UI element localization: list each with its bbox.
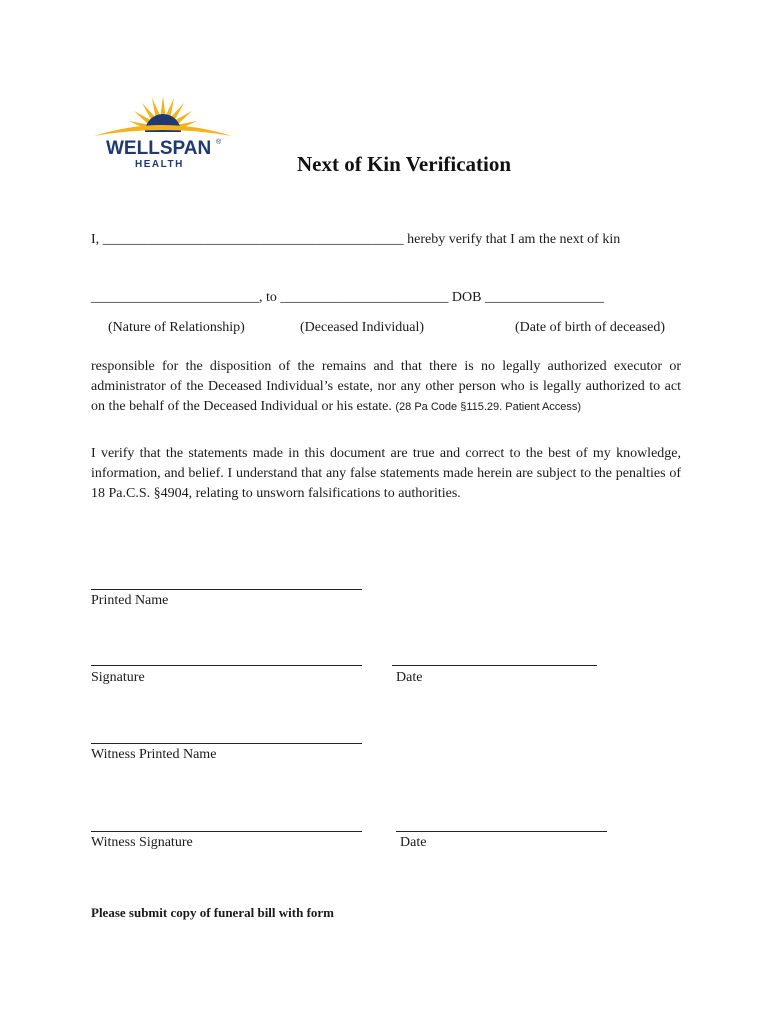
witness-date-line[interactable] xyxy=(396,831,607,832)
disposition-text: responsible for the disposition of the remains and that there is no legally authorized executor or administrator of the Deceased Individual’s estate, nor any other person who is legally authorized to act on the behalf of the Deceased Individual or his estate. xyxy=(91,359,681,414)
dob-caption: (Date of birth of deceased) xyxy=(515,320,666,335)
date-label: Date xyxy=(396,670,423,685)
witness-date-label: Date xyxy=(400,835,427,850)
attestation-paragraph: I verify that the statements made in this document are true and correct to the best of my knowledge, information, and belief. I understand that any false statements made herein are subject to the penalties of 18 Pa.C.S. §4904, relating to unsworn falsifications to authorities. xyxy=(91,446,681,501)
signature-label: Signature xyxy=(91,670,145,685)
footer-instruction: Please submit copy of funeral bill with form xyxy=(91,905,335,920)
relationship-blank[interactable]: ________________________ xyxy=(91,290,259,305)
logo-registered-mark: ® xyxy=(216,139,222,146)
disposition-paragraph xyxy=(91,357,681,417)
verification-line-2 xyxy=(91,290,604,306)
dob-label: DOB xyxy=(451,290,482,305)
wellspan-health-logo xyxy=(88,92,238,172)
dob-blank[interactable]: _________________ xyxy=(484,290,604,305)
prefix-text: I, xyxy=(91,232,100,247)
witness-printed-name-line[interactable] xyxy=(91,743,362,744)
logo-sub-text: HEALTH xyxy=(135,159,184,170)
document-title: Next of Kin Verification xyxy=(297,152,512,176)
to-text: , to xyxy=(259,290,277,305)
date-line[interactable] xyxy=(392,665,597,666)
logo-brand-text: WELLSPAN xyxy=(106,138,212,159)
deceased-caption: (Deceased Individual) xyxy=(300,320,424,335)
code-citation: (28 Pa Code §115.29. Patient Access) xyxy=(395,401,582,413)
witness-signature-line[interactable] xyxy=(91,831,362,832)
printed-name-label: Printed Name xyxy=(91,593,169,608)
printed-name-line[interactable] xyxy=(91,589,362,590)
verification-line-1 xyxy=(91,232,620,248)
witness-printed-name-label: Witness Printed Name xyxy=(91,747,217,762)
relationship-caption: (Nature of Relationship) xyxy=(108,320,245,335)
declarant-name-blank[interactable]: ___________________________________________ xyxy=(102,232,404,247)
verify-statement-text: hereby verify that I am the next of kin xyxy=(407,232,621,247)
sunburst-icon xyxy=(94,96,232,136)
signature-line[interactable] xyxy=(91,665,362,666)
deceased-name-blank[interactable]: ________________________ xyxy=(280,290,449,305)
witness-signature-label: Witness Signature xyxy=(91,835,193,850)
